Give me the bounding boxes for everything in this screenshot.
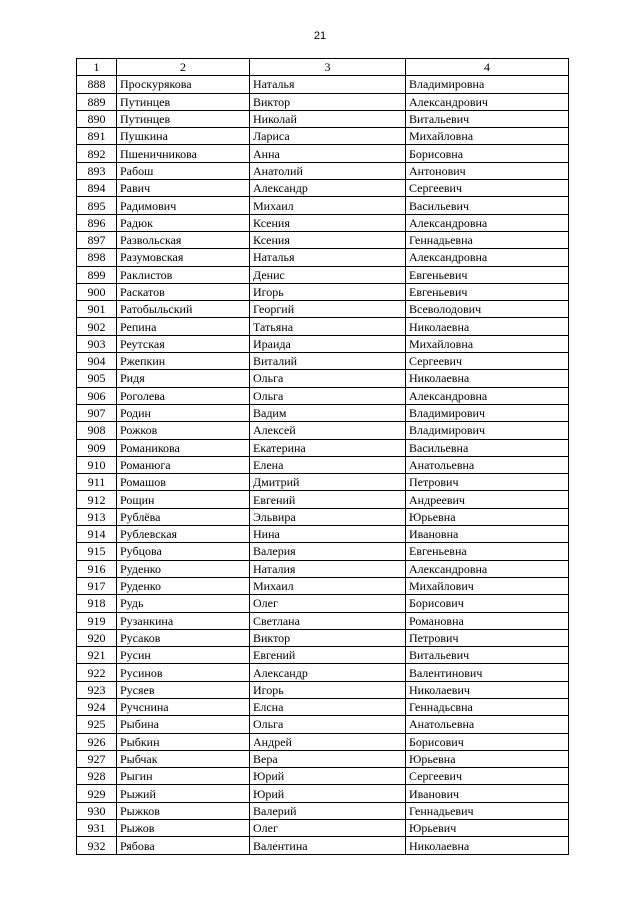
table-row xyxy=(77,76,569,93)
patronymic-cell: Евгеньевна xyxy=(406,543,569,560)
first-name-cell: Елена xyxy=(250,456,406,473)
row-number-cell: 913 xyxy=(77,508,117,525)
first-name-cell: Ксения xyxy=(250,231,406,248)
first-name-cell: Наталия xyxy=(250,560,406,577)
patronymic-cell: Александровна xyxy=(406,214,569,231)
patronymic-cell: Всеволодович xyxy=(406,301,569,318)
first-name-cell: Евгений xyxy=(250,647,406,664)
patronymic-cell: Александрович xyxy=(406,93,569,110)
first-name-cell: Ольга xyxy=(250,716,406,733)
column-header: 2 xyxy=(117,59,250,76)
first-name-cell: Юрий xyxy=(250,785,406,802)
patronymic-cell: Юрьевна xyxy=(406,750,569,767)
table-row xyxy=(77,508,569,525)
patronymic-cell: Петрович xyxy=(406,629,569,646)
first-name-cell: Игорь xyxy=(250,681,406,698)
first-name-cell: Александр xyxy=(250,180,406,197)
surname-cell: Рожков xyxy=(117,422,250,439)
table-row xyxy=(77,422,569,439)
row-number-cell: 898 xyxy=(77,249,117,266)
patronymic-cell: Ивановна xyxy=(406,526,569,543)
surname-cell: Романикова xyxy=(117,439,250,456)
first-name-cell: Наталья xyxy=(250,249,406,266)
patronymic-cell: Петрович xyxy=(406,474,569,491)
table-row xyxy=(77,612,569,629)
first-name-cell: Михаил xyxy=(250,577,406,594)
row-number-cell: 915 xyxy=(77,543,117,560)
table-row xyxy=(77,802,569,819)
table-row xyxy=(77,93,569,110)
row-number-cell: 932 xyxy=(77,837,117,854)
row-number-cell: 902 xyxy=(77,318,117,335)
table-row xyxy=(77,301,569,318)
surname-cell: Раскатов xyxy=(117,283,250,300)
table-row xyxy=(77,664,569,681)
table-row xyxy=(77,647,569,664)
patronymic-cell: Михайлович xyxy=(406,577,569,594)
patronymic-cell: Владимирович xyxy=(406,422,569,439)
patronymic-cell: Сергеевич xyxy=(406,353,569,370)
first-name-cell: Николай xyxy=(250,110,406,127)
first-name-cell: Валентина xyxy=(250,837,406,854)
roster-table xyxy=(76,58,569,855)
column-header: 1 xyxy=(77,59,117,76)
surname-cell: Романюга xyxy=(117,456,250,473)
table-row xyxy=(77,820,569,837)
first-name-cell: Олег xyxy=(250,595,406,612)
surname-cell: Путинцев xyxy=(117,93,250,110)
row-number-cell: 922 xyxy=(77,664,117,681)
table-row xyxy=(77,197,569,214)
table-row xyxy=(77,560,569,577)
surname-cell: Путинцев xyxy=(117,110,250,127)
column-header: 3 xyxy=(250,59,406,76)
row-number-cell: 890 xyxy=(77,110,117,127)
first-name-cell: Евгений xyxy=(250,491,406,508)
table-row xyxy=(77,733,569,750)
table-row xyxy=(77,266,569,283)
row-number-cell: 906 xyxy=(77,387,117,404)
row-number-cell: 931 xyxy=(77,820,117,837)
row-number-cell: 905 xyxy=(77,370,117,387)
patronymic-cell: Борисович xyxy=(406,595,569,612)
row-number-cell: 914 xyxy=(77,526,117,543)
first-name-cell: Ольга xyxy=(250,387,406,404)
table-row xyxy=(77,526,569,543)
row-number-cell: 889 xyxy=(77,93,117,110)
patronymic-cell: Владимировна xyxy=(406,76,569,93)
row-number-cell: 926 xyxy=(77,733,117,750)
surname-cell: Пшеничникова xyxy=(117,145,250,162)
first-name-cell: Эльвира xyxy=(250,508,406,525)
first-name-cell: Алексей xyxy=(250,422,406,439)
surname-cell: Рыжков xyxy=(117,802,250,819)
row-number-cell: 907 xyxy=(77,404,117,421)
table-row xyxy=(77,716,569,733)
patronymic-cell: Геннадьевич xyxy=(406,802,569,819)
first-name-cell: Денис xyxy=(250,266,406,283)
table-row xyxy=(77,456,569,473)
first-name-cell: Елсна xyxy=(250,698,406,715)
first-name-cell: Александр xyxy=(250,664,406,681)
first-name-cell: Георгий xyxy=(250,301,406,318)
table-row xyxy=(77,318,569,335)
patronymic-cell: Евгеньевич xyxy=(406,266,569,283)
first-name-cell: Михаил xyxy=(250,197,406,214)
first-name-cell: Валерий xyxy=(250,802,406,819)
first-name-cell: Наталья xyxy=(250,76,406,93)
first-name-cell: Ольга xyxy=(250,370,406,387)
table-row xyxy=(77,750,569,767)
first-name-cell: Виктор xyxy=(250,629,406,646)
row-number-cell: 916 xyxy=(77,560,117,577)
row-number-cell: 900 xyxy=(77,283,117,300)
surname-cell: Роголева xyxy=(117,387,250,404)
surname-cell: Рыбина xyxy=(117,716,250,733)
patronymic-cell: Валентинович xyxy=(406,664,569,681)
surname-cell: Рублевская xyxy=(117,526,250,543)
patronymic-cell: Николаевич xyxy=(406,681,569,698)
first-name-cell: Виталий xyxy=(250,353,406,370)
patronymic-cell: Михайловна xyxy=(406,335,569,352)
surname-cell: Ромашов xyxy=(117,474,250,491)
table-row xyxy=(77,785,569,802)
table-row xyxy=(77,681,569,698)
patronymic-cell: Николаевна xyxy=(406,837,569,854)
table-row xyxy=(77,231,569,248)
patronymic-cell: Витальевич xyxy=(406,647,569,664)
surname-cell: Ржепкин xyxy=(117,353,250,370)
table-row xyxy=(77,577,569,594)
row-number-cell: 910 xyxy=(77,456,117,473)
patronymic-cell: Андреевич xyxy=(406,491,569,508)
surname-cell: Рубцова xyxy=(117,543,250,560)
table-row xyxy=(77,698,569,715)
patronymic-cell: Васильевна xyxy=(406,439,569,456)
first-name-cell: Андрей xyxy=(250,733,406,750)
patronymic-cell: Александровна xyxy=(406,249,569,266)
row-number-cell: 893 xyxy=(77,162,117,179)
table-row xyxy=(77,629,569,646)
row-number-cell: 925 xyxy=(77,716,117,733)
row-number-cell: 919 xyxy=(77,612,117,629)
surname-cell: Родин xyxy=(117,404,250,421)
first-name-cell: Ираида xyxy=(250,335,406,352)
surname-cell: Рыбкин xyxy=(117,733,250,750)
patronymic-cell: Юрьевич xyxy=(406,820,569,837)
row-number-cell: 899 xyxy=(77,266,117,283)
surname-cell: Рябова xyxy=(117,837,250,854)
table-row xyxy=(77,110,569,127)
surname-cell: Русаков xyxy=(117,629,250,646)
patronymic-cell: Александровна xyxy=(406,560,569,577)
first-name-cell: Вадим xyxy=(250,404,406,421)
table-row xyxy=(77,162,569,179)
patronymic-cell: Николаевна xyxy=(406,318,569,335)
first-name-cell: Анатолий xyxy=(250,162,406,179)
first-name-cell: Светлана xyxy=(250,612,406,629)
table-row xyxy=(77,335,569,352)
table-row xyxy=(77,491,569,508)
row-number-cell: 929 xyxy=(77,785,117,802)
table-row xyxy=(77,768,569,785)
surname-cell: Рыжий xyxy=(117,785,250,802)
row-number-cell: 908 xyxy=(77,422,117,439)
column-header: 4 xyxy=(406,59,569,76)
row-number-cell: 930 xyxy=(77,802,117,819)
patronymic-cell: Александровна xyxy=(406,387,569,404)
table-row xyxy=(77,474,569,491)
surname-cell: Рублёва xyxy=(117,508,250,525)
row-number-cell: 901 xyxy=(77,301,117,318)
surname-cell: Развольская xyxy=(117,231,250,248)
surname-cell: Раклистов xyxy=(117,266,250,283)
surname-cell: Рудь xyxy=(117,595,250,612)
row-number-cell: 895 xyxy=(77,197,117,214)
table-row xyxy=(77,128,569,145)
patronymic-cell: Антонович xyxy=(406,162,569,179)
table-row xyxy=(77,180,569,197)
first-name-cell: Ксения xyxy=(250,214,406,231)
row-number-cell: 903 xyxy=(77,335,117,352)
patronymic-cell: Борисовна xyxy=(406,145,569,162)
patronymic-cell: Михайловна xyxy=(406,128,569,145)
first-name-cell: Валерия xyxy=(250,543,406,560)
row-number-cell: 904 xyxy=(77,353,117,370)
patronymic-cell: Владимирович xyxy=(406,404,569,421)
row-number-cell: 917 xyxy=(77,577,117,594)
table-row xyxy=(77,353,569,370)
row-number-cell: 921 xyxy=(77,647,117,664)
patronymic-cell: Анатольевна xyxy=(406,456,569,473)
surname-cell: Руденко xyxy=(117,560,250,577)
row-number-cell: 911 xyxy=(77,474,117,491)
patronymic-cell: Витальевич xyxy=(406,110,569,127)
row-number-cell: 927 xyxy=(77,750,117,767)
row-number-cell: 912 xyxy=(77,491,117,508)
row-number-cell: 918 xyxy=(77,595,117,612)
table-row xyxy=(77,214,569,231)
patronymic-cell: Геннадьевна xyxy=(406,231,569,248)
surname-cell: Ридя xyxy=(117,370,250,387)
page-number: 21 xyxy=(313,30,327,42)
patronymic-cell: Борисович xyxy=(406,733,569,750)
surname-cell: Реутская xyxy=(117,335,250,352)
first-name-cell: Игорь xyxy=(250,283,406,300)
surname-cell: Радюк xyxy=(117,214,250,231)
surname-cell: Русинов xyxy=(117,664,250,681)
patronymic-cell: Сергеевич xyxy=(406,768,569,785)
table-row xyxy=(77,837,569,854)
table-header-row xyxy=(77,59,569,76)
surname-cell: Репина xyxy=(117,318,250,335)
surname-cell: Пушкина xyxy=(117,128,250,145)
row-number-cell: 928 xyxy=(77,768,117,785)
table-body xyxy=(77,76,569,854)
row-number-cell: 920 xyxy=(77,629,117,646)
first-name-cell: Виктор xyxy=(250,93,406,110)
patronymic-cell: Геннадьсвна xyxy=(406,698,569,715)
row-number-cell: 891 xyxy=(77,128,117,145)
patronymic-cell: Иванович xyxy=(406,785,569,802)
surname-cell: Русяев xyxy=(117,681,250,698)
first-name-cell: Дмитрий xyxy=(250,474,406,491)
row-number-cell: 909 xyxy=(77,439,117,456)
first-name-cell: Екатерина xyxy=(250,439,406,456)
table-row xyxy=(77,370,569,387)
first-name-cell: Анна xyxy=(250,145,406,162)
first-name-cell: Юрий xyxy=(250,768,406,785)
row-number-cell: 897 xyxy=(77,231,117,248)
row-number-cell: 924 xyxy=(77,698,117,715)
table-row xyxy=(77,404,569,421)
surname-cell: Русин xyxy=(117,647,250,664)
surname-cell: Руденко xyxy=(117,577,250,594)
table-row xyxy=(77,439,569,456)
patronymic-cell: Сергеевич xyxy=(406,180,569,197)
surname-cell: Рощин xyxy=(117,491,250,508)
surname-cell: Рыбчак xyxy=(117,750,250,767)
surname-cell: Рабош xyxy=(117,162,250,179)
surname-cell: Рузанкина xyxy=(117,612,250,629)
table-row xyxy=(77,543,569,560)
row-number-cell: 923 xyxy=(77,681,117,698)
table-row xyxy=(77,145,569,162)
patronymic-cell: Николаевна xyxy=(406,370,569,387)
patronymic-cell: Васильевич xyxy=(406,197,569,214)
patronymic-cell: Юрьевна xyxy=(406,508,569,525)
surname-cell: Ратобыльский xyxy=(117,301,250,318)
row-number-cell: 892 xyxy=(77,145,117,162)
table-row xyxy=(77,387,569,404)
row-number-cell: 894 xyxy=(77,180,117,197)
table-row xyxy=(77,249,569,266)
first-name-cell: Татьяна xyxy=(250,318,406,335)
patronymic-cell: Анатольевна xyxy=(406,716,569,733)
surname-cell: Разумовская xyxy=(117,249,250,266)
table-row xyxy=(77,283,569,300)
surname-cell: Радимович xyxy=(117,197,250,214)
surname-cell: Ручснина xyxy=(117,698,250,715)
first-name-cell: Нина xyxy=(250,526,406,543)
surname-cell: Рыжов xyxy=(117,820,250,837)
table-row xyxy=(77,595,569,612)
first-name-cell: Олег xyxy=(250,820,406,837)
surname-cell: Проскурякова xyxy=(117,76,250,93)
row-number-cell: 888 xyxy=(77,76,117,93)
first-name-cell: Вера xyxy=(250,750,406,767)
patronymic-cell: Романовна xyxy=(406,612,569,629)
row-number-cell: 896 xyxy=(77,214,117,231)
surname-cell: Равич xyxy=(117,180,250,197)
surname-cell: Рыгин xyxy=(117,768,250,785)
first-name-cell: Лариса xyxy=(250,128,406,145)
patronymic-cell: Евгеньевич xyxy=(406,283,569,300)
